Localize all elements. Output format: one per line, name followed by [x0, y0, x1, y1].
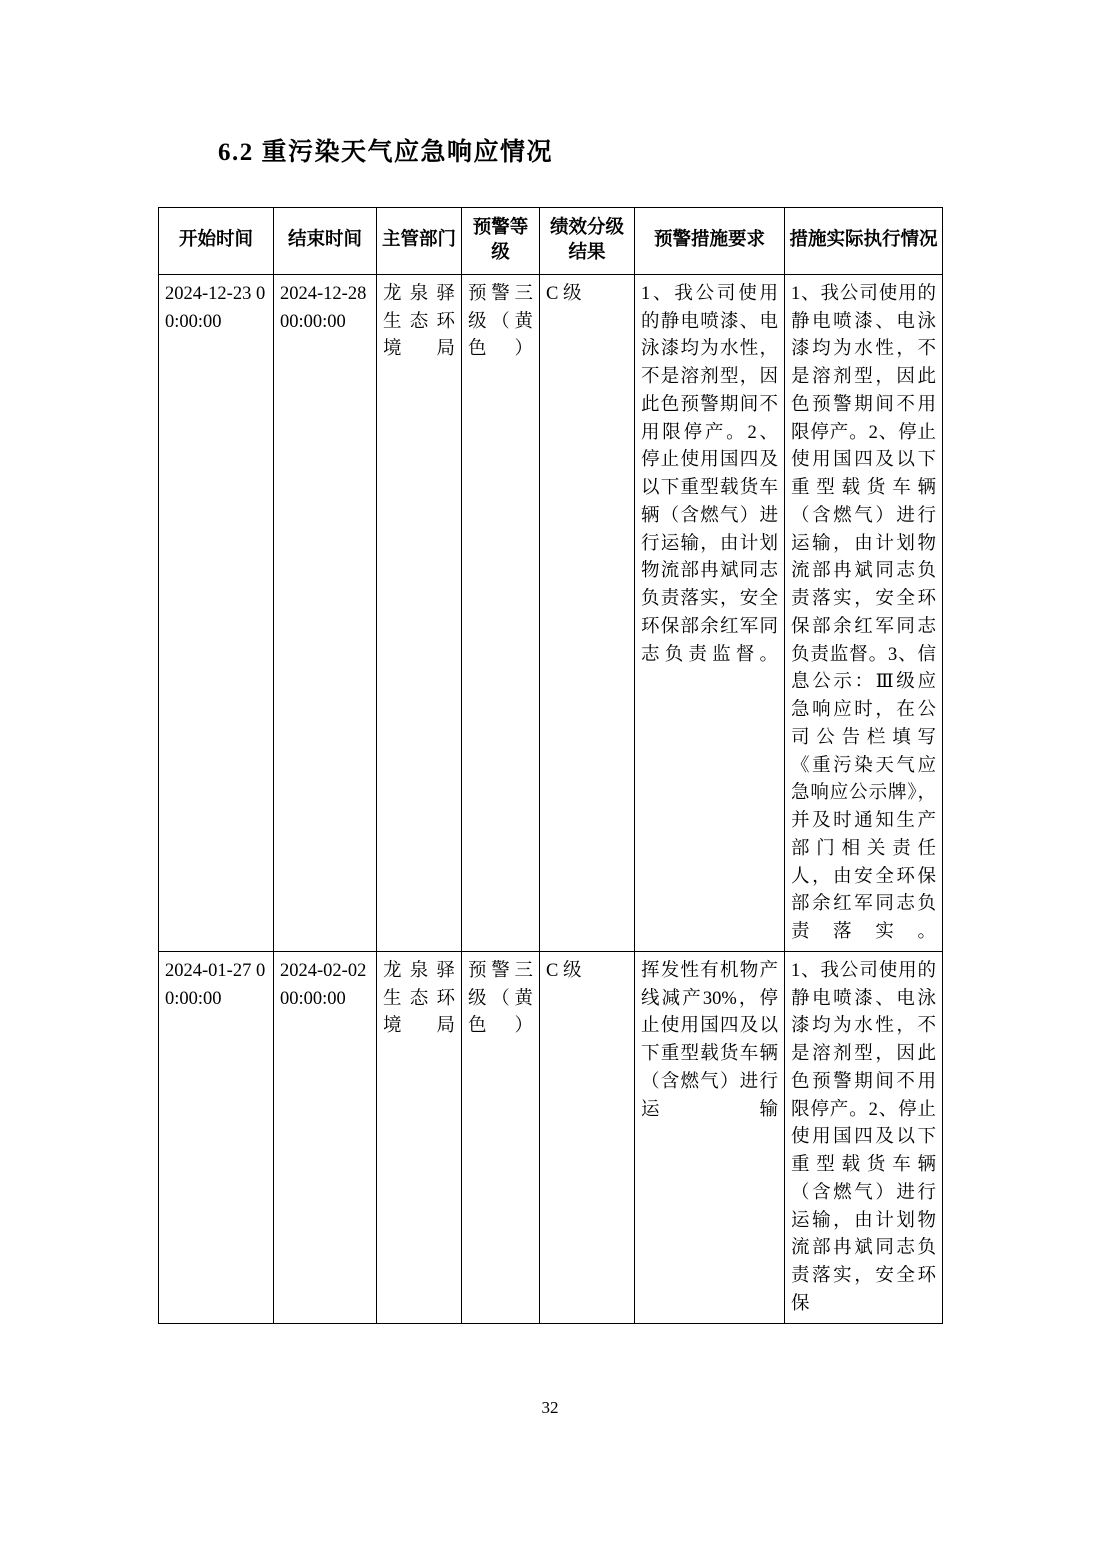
cell-end-time: 2024-02-02 00:00:00 — [274, 951, 377, 1323]
cell-actual-execution: 1、我公司使用的静电喷漆、电泳漆均为水性，不是溶剂型，因此色预警期间不用限停产。2、停止使用国四及以下重型载货车辆（含燃气）进行运输，由计划物流部冉斌同志负责落实，安全环保 — [785, 951, 943, 1323]
column-header-actual-execution: 措施实际执行情况 — [785, 208, 943, 275]
cell-start-time: 2024-12-23 00:00:00 — [159, 274, 274, 951]
cell-department: 龙泉驿生态环境局 — [377, 951, 462, 1323]
column-header-department: 主管部门 — [377, 208, 462, 275]
cell-required-measures: 挥发性有机物产线减产30%，停止使用国四及以下重型载货车辆（含燃气）进行运输 — [635, 951, 785, 1323]
column-header-start-time: 开始时间 — [159, 208, 274, 275]
cell-warning-level: 预警三级（黄色） — [462, 951, 540, 1323]
page-title: 6.2 重污染天气应急响应情况 — [218, 139, 554, 166]
cell-warning-level: 预警三级（黄色） — [462, 274, 540, 951]
table-header-row — [159, 208, 943, 275]
cell-end-time: 2024-12-28 00:00:00 — [274, 274, 377, 951]
emergency-response-table — [158, 207, 943, 1324]
cell-start-time: 2024-01-27 00:00:00 — [159, 951, 274, 1323]
column-header-end-time: 结束时间 — [274, 208, 377, 275]
cell-department: 龙泉驿生态环境局 — [377, 274, 462, 951]
cell-performance-grade: C 级 — [540, 274, 635, 951]
column-header-performance-grade: 绩效分级结果 — [540, 208, 635, 275]
table-row — [159, 951, 943, 1323]
cell-actual-execution: 1、我公司使用的静电喷漆、电泳漆均为水性，不是溶剂型，因此色预警期间不用限停产。2、停止使用国四及以下重型载货车辆（含燃气）进行运输，由计划物流部冉斌同志负责落实，安全环保部余红军同志负责监督。3、信息公示：Ⅲ级应急响应时，在公司公告栏填写《重污染天气应急响应公示牌》，并及时通知生产部门相关责任人，由安全环保部余红军同志负责落实。 — [785, 274, 943, 951]
column-header-warning-level: 预警等级 — [462, 208, 540, 275]
cell-performance-grade: C 级 — [540, 951, 635, 1323]
column-header-required-measures: 预警措施要求 — [635, 208, 785, 275]
table-row — [159, 274, 943, 951]
cell-required-measures: 1、我公司使用的静电喷漆、电泳漆均为水性，不是溶剂型，因此色预警期间不用限停产。2、停止使用国四及以下重型载货车辆（含燃气）进行运输，由计划物流部冉斌同志负责落实，安全环保部余红军同志负责监督。 — [635, 274, 785, 951]
page-number: 32 — [541, 1398, 559, 1417]
